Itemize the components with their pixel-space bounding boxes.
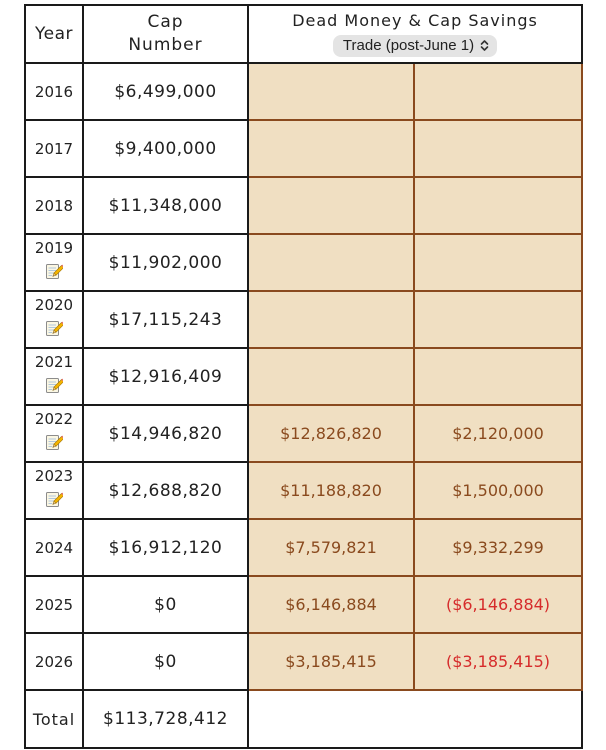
year-cell xyxy=(25,462,83,519)
cap-savings-cell xyxy=(414,234,582,291)
cap-savings-cell xyxy=(414,63,582,120)
year-cell xyxy=(25,234,83,291)
dead-money-cell: $11,188,820 xyxy=(248,462,414,519)
dead-money-cell: $6,146,884 xyxy=(248,576,414,633)
dead-money-cell: $7,579,821 xyxy=(248,519,414,576)
table-row xyxy=(25,177,582,234)
table-row xyxy=(25,576,582,633)
header-row xyxy=(25,5,582,63)
cap-number-cell: $16,912,120 xyxy=(83,519,248,576)
cap-savings-cell: $1,500,000 xyxy=(414,462,582,519)
cap-savings-cell: $2,120,000 xyxy=(414,405,582,462)
cap-savings-cell: ($3,185,415) xyxy=(414,633,582,690)
year-column-header: Year xyxy=(25,5,83,63)
scenario-select-value: Trade (post-June 1) xyxy=(342,37,475,54)
year-label: 2025 xyxy=(34,595,74,614)
table-row xyxy=(25,234,582,291)
table-row xyxy=(25,348,582,405)
notepad-pencil-icon[interactable] xyxy=(45,262,63,280)
table-row xyxy=(25,63,582,120)
year-label: 2016 xyxy=(34,82,74,101)
notepad-pencil-icon[interactable] xyxy=(45,319,63,337)
dead-money-cell xyxy=(248,63,414,120)
notepad-pencil-icon[interactable] xyxy=(45,490,63,508)
contract-table-frame xyxy=(24,4,581,746)
dead-money-cell: $3,185,415 xyxy=(248,633,414,690)
total-dead-money-cell xyxy=(248,690,582,748)
total-cap-value: $113,728,412 xyxy=(83,690,248,748)
year-cell xyxy=(25,576,83,633)
cap-number-cell: $11,902,000 xyxy=(83,234,248,291)
dead-money-cell: $12,826,820 xyxy=(248,405,414,462)
year-cell xyxy=(25,633,83,690)
table-row xyxy=(25,405,582,462)
cap-number-cell: $0 xyxy=(83,576,248,633)
table-row xyxy=(25,462,582,519)
scenario-select[interactable] xyxy=(333,35,497,57)
total-row xyxy=(25,690,582,748)
dead-money-title: Dead Money & Cap Savings xyxy=(292,11,538,30)
dead-money-column-header xyxy=(248,5,582,63)
cap-number-cell: $9,400,000 xyxy=(83,120,248,177)
cap-number-column-header xyxy=(83,5,248,63)
notepad-pencil-icon[interactable] xyxy=(45,433,63,451)
cap-table-body xyxy=(25,63,582,690)
cap-number-cell: $12,916,409 xyxy=(83,348,248,405)
year-label: 2024 xyxy=(34,538,74,557)
year-label: 2022 xyxy=(34,410,74,428)
year-label: 2021 xyxy=(34,353,74,371)
cap-savings-cell xyxy=(414,348,582,405)
year-cell xyxy=(25,177,83,234)
table-row xyxy=(25,120,582,177)
year-cell xyxy=(25,120,83,177)
cap-header-line-1: Cap xyxy=(147,12,184,32)
dead-money-cell xyxy=(248,177,414,234)
year-cell xyxy=(25,405,83,462)
cap-savings-cell xyxy=(414,177,582,234)
cap-savings-cell: ($6,146,884) xyxy=(414,576,582,633)
table-row xyxy=(25,633,582,690)
cap-savings-cell: $9,332,299 xyxy=(414,519,582,576)
year-label: 2018 xyxy=(34,196,74,215)
year-cell xyxy=(25,348,83,405)
cap-number-cell: $11,348,000 xyxy=(83,177,248,234)
dead-money-cell xyxy=(248,120,414,177)
cap-savings-cell xyxy=(414,291,582,348)
total-label: Total xyxy=(25,690,83,748)
cap-number-cell: $6,499,000 xyxy=(83,63,248,120)
year-label: 2017 xyxy=(34,139,74,158)
year-label: 2023 xyxy=(34,467,74,485)
dead-money-cell xyxy=(248,348,414,405)
year-label: 2026 xyxy=(34,652,74,671)
cap-number-cell: $14,946,820 xyxy=(83,405,248,462)
table-row xyxy=(25,291,582,348)
cap-savings-cell xyxy=(414,120,582,177)
cap-number-cell: $0 xyxy=(83,633,248,690)
table-row xyxy=(25,519,582,576)
cap-header-line-2: Number xyxy=(128,35,203,55)
year-label: 2020 xyxy=(34,296,74,314)
notepad-pencil-icon[interactable] xyxy=(45,376,63,394)
year-cell xyxy=(25,291,83,348)
dead-money-cell xyxy=(248,291,414,348)
cap-table xyxy=(24,4,583,749)
year-label: 2019 xyxy=(34,239,74,257)
cap-number-cell: $17,115,243 xyxy=(83,291,248,348)
year-cell xyxy=(25,519,83,576)
chevron-up-down-icon xyxy=(480,39,489,52)
dead-money-cell xyxy=(248,234,414,291)
cap-number-cell: $12,688,820 xyxy=(83,462,248,519)
year-cell xyxy=(25,63,83,120)
